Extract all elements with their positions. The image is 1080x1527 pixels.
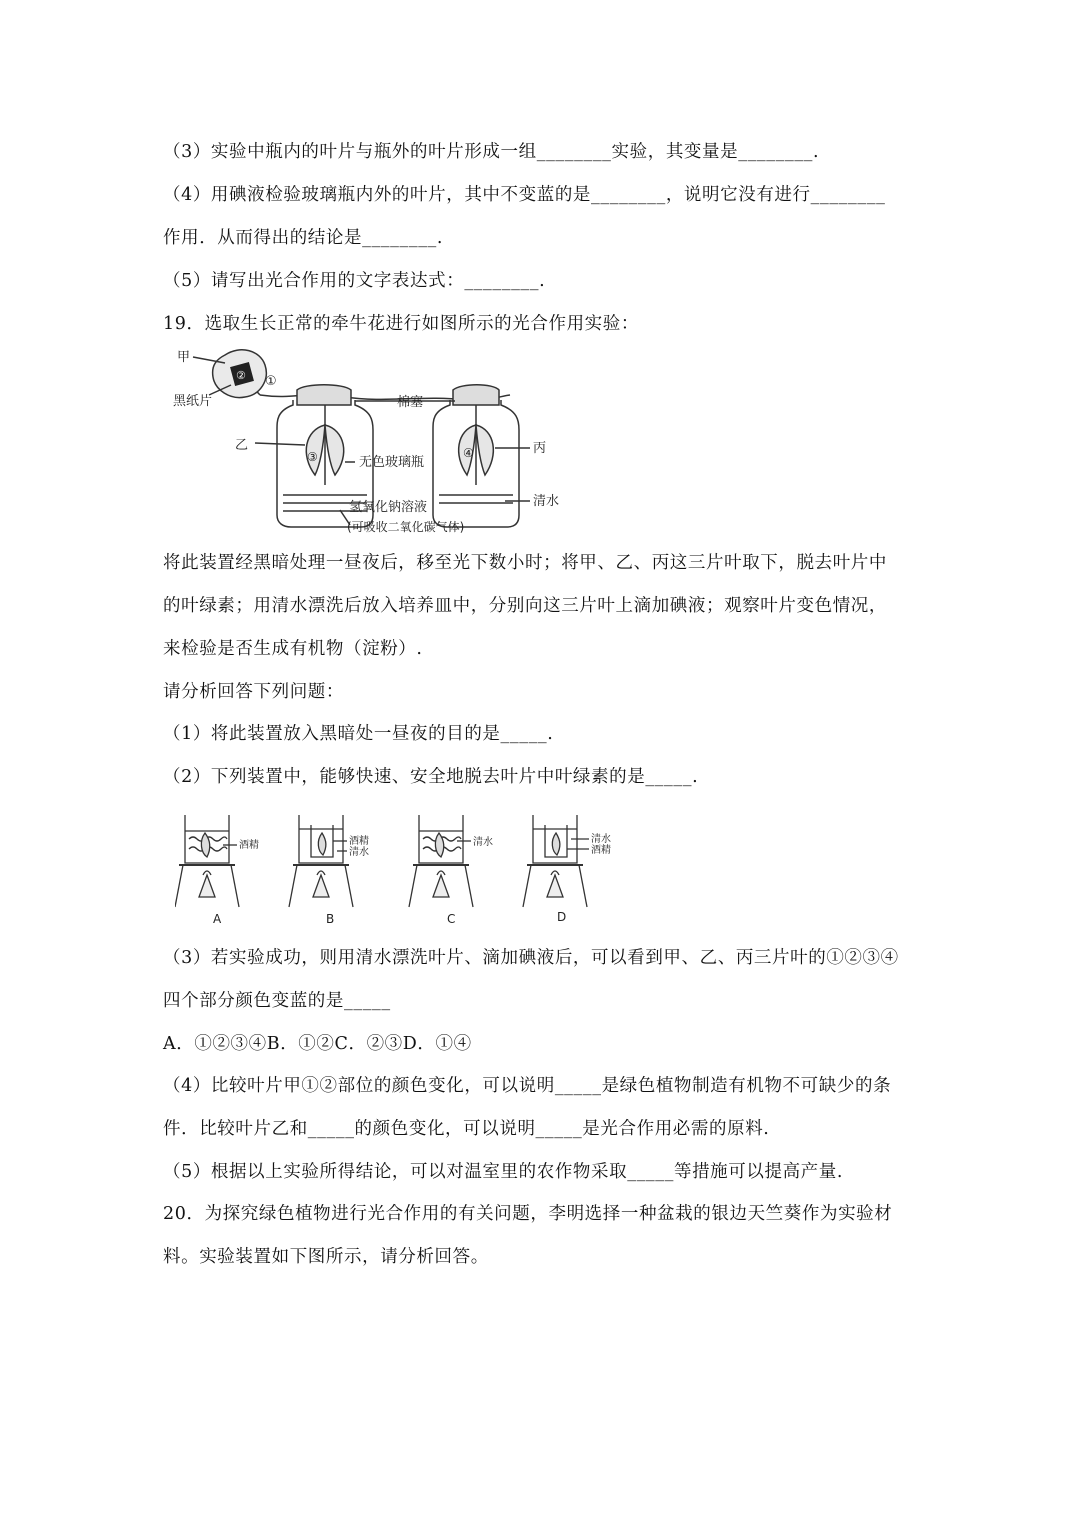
label-naoh: 氢氧化钠溶液 (349, 500, 428, 515)
q19-part5: （5）根据以上实验所得结论，可以对温室里的农作物采取_____等措施可以提高产量. (163, 1162, 844, 1182)
setup-b-letter: B (326, 912, 335, 926)
q19-part3-line2: 四个部分颜色变蓝的是_____ (163, 991, 391, 1011)
label-circle3: ③ (307, 450, 318, 464)
setup-a-label: 酒精 (239, 840, 259, 851)
label-bottle: 无色玻璃瓶 (359, 455, 425, 470)
setup-d (523, 815, 589, 907)
setup-d-label-2: 酒精 (591, 845, 611, 856)
setup-c-letter: C (447, 912, 456, 926)
label-jia: 甲 (177, 350, 191, 365)
q19-part1: （1）将此装置放入黑暗处一昼夜的目的是_____. (163, 724, 554, 744)
label-naoh-note: (可吸收二氧化碳气体) (347, 520, 465, 534)
decolor-setups-figure (175, 805, 635, 930)
q19-para-line1: 将此装置经黑暗处理一昼夜后，移至光下数小时；将甲、乙、丙这三片叶取下，脱去叶片中 (163, 553, 887, 573)
q18-part3-line: （3）实验中瓶内的叶片与瓶外的叶片形成一组________实验，其变量是________. (163, 142, 820, 162)
setup-d-letter: D (557, 910, 567, 924)
q19-part4-line2: 件．比较叶片乙和_____的颜色变化，可以说明_____是光合作用必需的原料. (163, 1119, 770, 1139)
setup-b-label-1: 酒精 (349, 836, 369, 847)
setup-b (289, 815, 353, 907)
q19-para-line2: 的叶绿素；用清水漂洗后放入培养皿中，分别向这三片叶上滴加碘液；观察叶片变色情况， (163, 596, 887, 616)
setup-b-label-2: 清水 (349, 847, 369, 858)
label-circle2: ② (236, 369, 246, 382)
q20-line1: 20．为探究绿色植物进行光合作用的有关问题，李明选择一种盆栽的银边天竺葵作为实验材 (163, 1204, 893, 1224)
q18-part4-line1: （4）用碘液检验玻璃瓶内外的叶片，其中不变蓝的是________，说明它没有进行________ (163, 185, 886, 205)
q19-part3-options: A．①②③④B．①②C．②③D．①④ (163, 1034, 472, 1054)
q20-line2: 料。实验装置如下图所示，请分析回答。 (163, 1247, 489, 1267)
label-circle4: ④ (463, 446, 474, 460)
q18-part5-line: （5）请写出光合作用的文字表达式：________. (163, 271, 546, 291)
label-yi: 乙 (235, 438, 249, 453)
q18-part4-line2: 作用．从而得出的结论是________. (163, 228, 444, 248)
plant-experiment-figure (165, 345, 575, 540)
label-cotton: 棉塞 (397, 395, 424, 410)
setup-c-label: 清水 (473, 837, 493, 848)
setup-d-label-1: 清水 (591, 834, 611, 845)
label-circle1: ① (265, 374, 277, 389)
setup-a (175, 815, 239, 907)
q19-para-line3: 来检验是否生成有机物（淀粉）. (163, 639, 423, 659)
q19-prompt: 请分析回答下列问题： (163, 682, 344, 702)
q19-part2: （2）下列装置中，能够快速、安全地脱去叶片中叶绿素的是_____. (163, 767, 699, 787)
label-bing: 丙 (533, 441, 547, 456)
label-black-paper: 黑纸片 (173, 394, 213, 409)
q19-title: 19．选取生长正常的牵牛花进行如图所示的光合作用实验： (163, 314, 639, 334)
q19-part4-line1: （4）比较叶片甲①②部位的颜色变化，可以说明_____是绿色植物制造有机物不可缺少的条 (163, 1076, 892, 1096)
setup-c (409, 815, 473, 907)
label-water: 清水 (533, 494, 560, 509)
q19-part3-line1: （3）若实验成功，则用清水漂洗叶片、滴加碘液后，可以看到甲、乙、丙三片叶的①②③④ (163, 948, 899, 968)
setup-a-letter: A (213, 912, 222, 926)
